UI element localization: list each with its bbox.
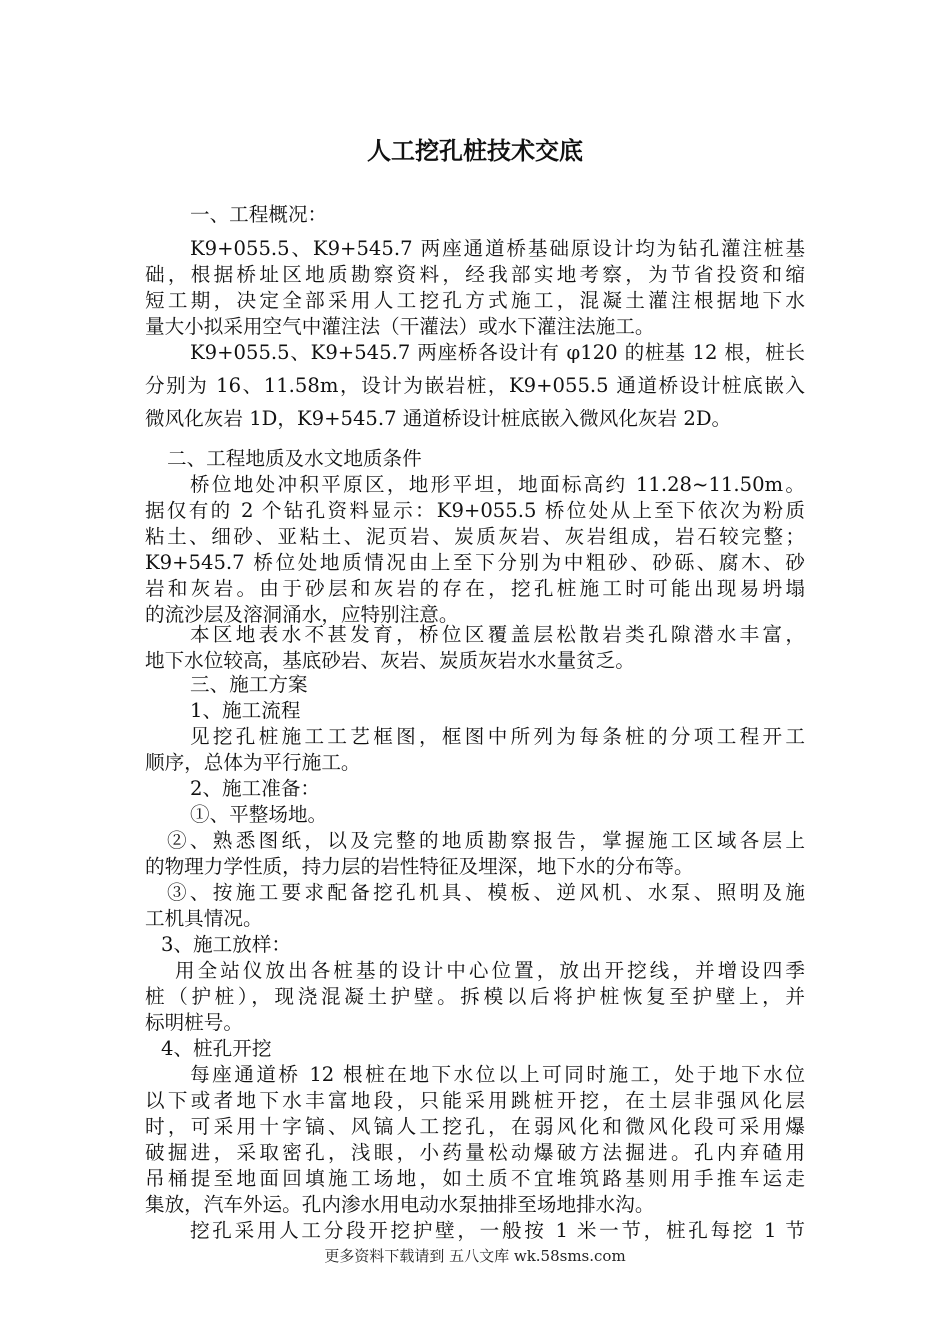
text-line: 用全站仪放出各桩基的设计中心位置，放出开挖线，并增设四季 [175, 959, 805, 982]
paragraph-2 [145, 336, 805, 435]
list-item: ①、平整场地。 [190, 803, 328, 826]
text-line: 以下或者地下水丰富地段，只能采用跳桩开挖，在土层非强风化层 [145, 1089, 805, 1112]
heading-project-overview: 一、工程概况： [190, 203, 328, 226]
text-line: 础，根据桥址区地质勘察资料，经我部实地考察，为节省投资和缩 [145, 263, 805, 286]
text-line: 破掘进，采取密孔，浅眼，小药量松动爆破方法掘进。孔内弃碴用 [145, 1141, 805, 1164]
text-line: 标明桩号。 [145, 1011, 243, 1034]
heading-construction-plan: 三、施工方案 [190, 673, 308, 696]
heading-construction-preparation: 2、施工准备： [190, 777, 321, 800]
text-line: 据仅有的 2 个钻孔资料显示：K9+055.5 桥位处从上至下依次为粉质 [145, 499, 805, 522]
text-line: K9+055.5、K9+545.7 两座通道桥基础原设计均为钻孔灌注桩基 [190, 237, 805, 260]
heading-geology-hydrology: 二、工程地质及水文地质条件 [167, 447, 422, 470]
text-line: 地下水位较高，基底砂岩、灰岩、炭质灰岩水水量贫乏。 [145, 649, 635, 672]
text-line: 挖孔采用人工分段开挖护壁，一般按 1 米一节，桩孔每挖 1 节 [190, 1219, 805, 1242]
list-item: ③、按施工要求配备挖孔机具、模板、逆风机、水泵、照明及施 [167, 881, 805, 904]
text-line: K9+055.5、K9+545.7 两座桥各设计有 φ120 的桩基 12 根，桩长 [190, 341, 805, 364]
text-line: 岩和灰岩。由于砂层和灰岩的存在，挖孔桩施工时可能出现易坍塌 [145, 577, 805, 600]
text-line: 吊桶提至地面回填施工场地，如土质不宜堆筑路基则用手推车运走 [145, 1167, 805, 1190]
text-line: 桥位地处冲积平原区，地形平坦，地面标高约 11.28~11.50m。 [190, 473, 805, 496]
text-line: 分别为 16、11.58m，设计为嵌岩桩，K9+055.5 通道桥设计桩底嵌入 [145, 374, 805, 397]
text-line: 粘土、细砂、亚粘土、泥页岩、炭质灰岩、灰岩组成，岩石较完整； [145, 525, 805, 548]
page-footer: 更多资料下载请到 五八文库 wk.58sms.com [324, 1247, 626, 1265]
text-line: 桩（护桩），现浇混凝土护壁。拆模以后将护桩恢复至护壁上，并 [145, 985, 805, 1008]
text-line: 每座通道桥 12 根桩在地下水位以上可同时施工，处于地下水位 [190, 1063, 805, 1086]
text-line: 的流沙层及溶洞涌水，应特别注意。 [145, 603, 459, 626]
text-line: 见挖孔桩施工工艺框图，框图中所列为每条桩的分项工程开工 [190, 725, 805, 748]
paragraph-3 [145, 472, 805, 628]
section-1 [145, 202, 805, 228]
list-item: ②、熟悉图纸，以及完整的地质勘察报告，掌握施工区域各层上 [167, 829, 805, 852]
text-line: 短工期，决定全部采用人工挖孔方式施工，混凝土灌注根据地下水 [145, 289, 805, 312]
text-line: 的物理力学性质，持力层的岩性特征及埋深，地下水的分布等。 [145, 855, 694, 878]
text-line: 工机具情况。 [145, 907, 263, 930]
text-line: 量大小拟采用空气中灌注法（干灌法）或水下灌注法施工。 [145, 315, 655, 338]
text-line: K9+545.7 桥位处地质情况由上至下分别为中粗砂、砂砾、腐木、砂 [145, 551, 805, 574]
paragraph-4 [145, 622, 805, 674]
document-title: 人工挖孔桩技术交底 [367, 137, 583, 165]
text-line: 顺序，总体为平行施工。 [145, 751, 361, 774]
section-3 [145, 672, 805, 1244]
heading-construction-layout: 3、施工放样： [161, 933, 292, 956]
text-line: 微风化灰岩 1D，K9+545.7 通道桥设计桩底嵌入微风化灰岩 2D。 [145, 407, 732, 430]
text-line: 本区地表水不甚发育，桥位区覆盖层松散岩类孔隙潜水丰富， [190, 623, 805, 646]
section-2 [145, 446, 805, 472]
heading-pile-excavation: 4、桩孔开挖 [161, 1037, 272, 1060]
heading-construction-process: 1、施工流程 [190, 699, 301, 722]
paragraph-1 [145, 236, 805, 340]
text-line: 集放，汽车外运。孔内渗水用电动水泵抽排至场地排水沟。 [145, 1193, 655, 1216]
text-line: 时，可采用十字镐、风镐人工挖孔，在弱风化和微风化段可采用爆 [145, 1115, 805, 1138]
